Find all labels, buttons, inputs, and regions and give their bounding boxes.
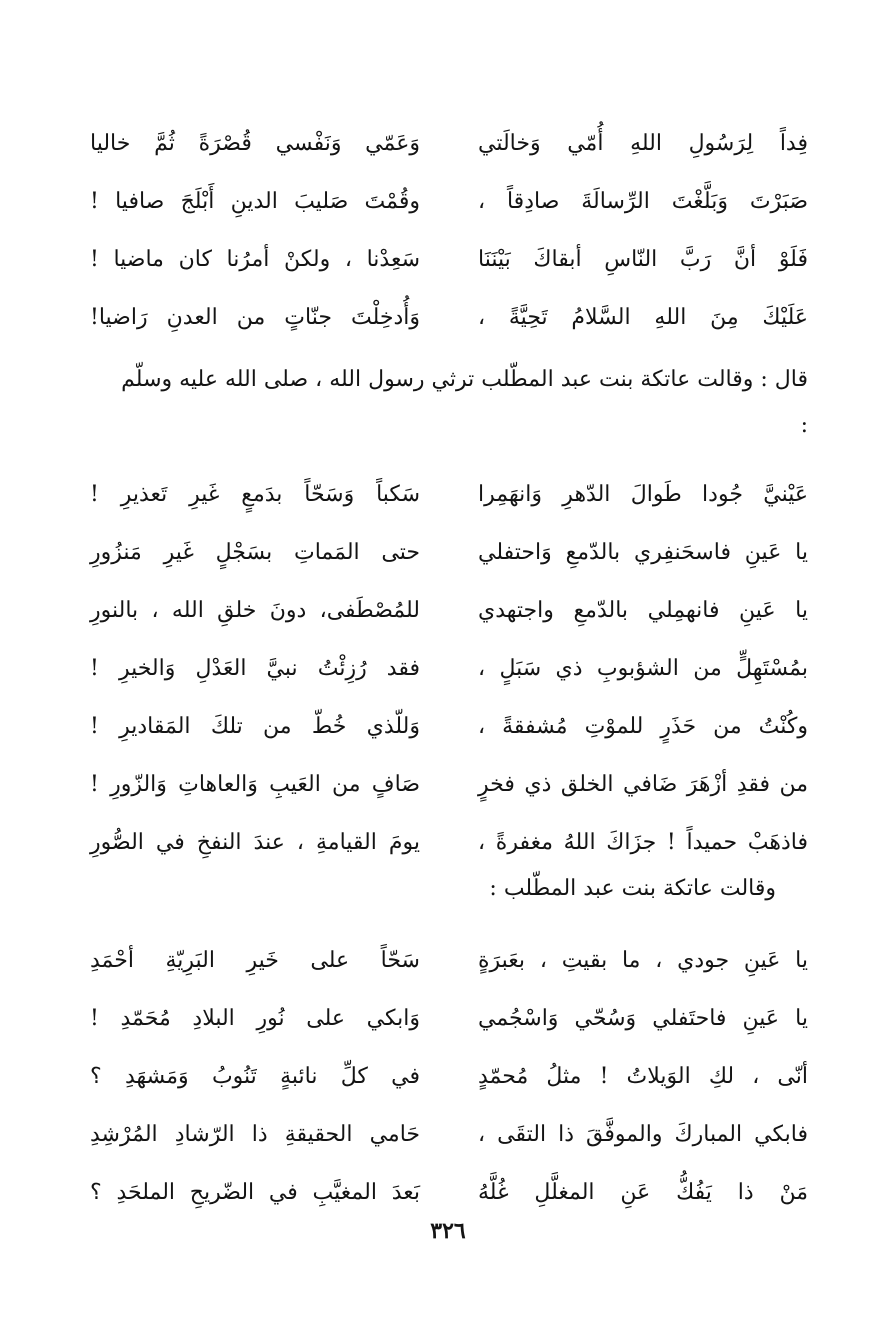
- hemistich-second: للمُصْطَفى، دونَ خلقِ الله ، بالنورِ: [90, 598, 420, 623]
- verse-line: [90, 1106, 808, 1164]
- verse-line: [90, 932, 808, 990]
- verse-line: [90, 115, 808, 173]
- hemistich-first: فابكي المباركَ والموفَّقَ ذا التقَى ،: [478, 1122, 808, 1147]
- hemistich-first: بمُسْتَهِلٍّ من الشؤبوبِ ذي سَبَلٍ ،: [478, 656, 808, 681]
- verse-line: [90, 698, 808, 756]
- hemistich-second: وَعَمّي وَنَفْسي قُصْرَةً ثُمَّ خاليا: [90, 131, 420, 156]
- hemistich-first: صَبَرْتَ وَبَلَّغْتَ الرِّسالَةَ صادِقاً ،: [478, 189, 808, 214]
- poem-1: [90, 115, 808, 347]
- hemistich-second: فقد رُزِئْتُ نبيَّ العَدْلِ وَالخيرِ !: [90, 656, 420, 681]
- hemistich-second: بَعدَ المغيَّبِ في الضّريحِ الملحَدِ ؟: [90, 1180, 420, 1205]
- page-number: ٣٢٦: [430, 1218, 466, 1244]
- poem-2: [90, 466, 808, 872]
- verse-line: [90, 173, 808, 231]
- verse-line: [90, 524, 808, 582]
- verse-line: [90, 231, 808, 289]
- verse-line: [90, 466, 808, 524]
- verse-line: [90, 640, 808, 698]
- hemistich-first: يا عَينِ فانهمِلي بالدّمعِ واجتهدي: [478, 598, 808, 623]
- hemistich-first: من فقدِ أزْهَرَ ضَافي الخلق ذي فخرٍ: [478, 772, 808, 797]
- hemistich-first: فِداً لِرَسُولِ اللهِ أُمّي وَخالَتي: [478, 131, 808, 156]
- hemistich-second: حتى المَماتِ بسَجْلٍ غَيرِ مَنزُورِ: [90, 540, 420, 565]
- hemistich-first: فاذهَبْ حميداً ! جزَاكَ اللهُ مغفرةً ،: [478, 830, 808, 855]
- hemistich-second: يومَ القيامةِ ، عندَ النفخِ في الصُّورِ: [90, 830, 420, 855]
- hemistich-first: وكُنْتُ من حَذَرٍ للموْتِ مُشفقةً ،: [478, 714, 808, 739]
- verse-line: [90, 1164, 808, 1222]
- hemistich-first: أنّى ، لكِ الوَيلاتُ ! مثلُ مُحمّدٍ: [478, 1064, 808, 1089]
- verse-line: [90, 582, 808, 640]
- verse-line: [90, 814, 808, 872]
- hemistich-second: حَامي الحقيقةِ ذا الرّشادِ المُرْشِدِ: [90, 1122, 420, 1147]
- hemistich-second: وَابكي على نُورِ البلادِ مُحَمّدِ !: [90, 1006, 420, 1031]
- hemistich-second: صَافٍ من العَيبِ وَالعاهاتِ وَالزّورِ !: [90, 772, 420, 797]
- hemistich-second: وَللّذي خُطّ من تلكَ المَقاديرِ !: [90, 714, 420, 739]
- verse-line: [90, 990, 808, 1048]
- hemistich-first: مَنْ ذا يَفُكُّ عَنِ المغلَّلِ غُلَّهُ: [478, 1180, 808, 1205]
- hemistich-second: سَحّاً على خَيرِ البَرِيّةِ أحْمَدِ: [90, 948, 420, 973]
- verse-line: [90, 289, 808, 347]
- hemistich-first: يا عَينِ جودي ، ما بقيتِ ، بعَبرَةٍ: [478, 948, 808, 973]
- hemistich-first: يا عَينِ فاحتَفلي وَسُحّي وَاسْجُمي: [478, 1006, 808, 1031]
- prose-intro-1: قال : وقالت عاتكة بنت عبد المطّلب ترثي رسول الله ، صلى الله عليه وسلّم :: [121, 367, 808, 438]
- poem-3: [90, 932, 808, 1222]
- hemistich-second: سَعِدْنا ، ولكنْ أمرُنا كان ماضيا !: [90, 247, 420, 272]
- verse-line: [90, 1048, 808, 1106]
- hemistich-first: يا عَينِ فاسحَنفِري بالدّمعِ وَاحتفلي: [478, 540, 808, 565]
- hemistich-first: عَلَيْكَ مِنَ اللهِ السَّلامُ تَحِيَّةً ،: [478, 305, 808, 330]
- hemistich-second: سَكباً وَسَحّاً بدَمعٍ غَيرِ تَعذيرِ !: [90, 482, 420, 507]
- hemistich-second: في كلِّ نائبةٍ تَنُوبُ وَمَشهَدِ ؟: [90, 1064, 420, 1089]
- hemistich-second: وقُمْتَ صَليبَ الدينِ أَبْلَجَ صافيا !: [90, 189, 420, 214]
- hemistich-first: فَلَوْ أنَّ رَبَّ النّاسِ أبقاكَ بَيْنَنَا: [478, 247, 808, 272]
- hemistich-second: وَأُدخِلْتَ جنّاتٍ من العدنِ رَاضيا!: [90, 305, 420, 330]
- hemistich-first: عَيْنيَّ جُودا طَوالَ الدّهرِ وَانهَمِرا: [478, 482, 808, 507]
- verse-line: [90, 756, 808, 814]
- prose-intro-2: وقالت عاتكة بنت عبد المطّلب :: [489, 876, 776, 901]
